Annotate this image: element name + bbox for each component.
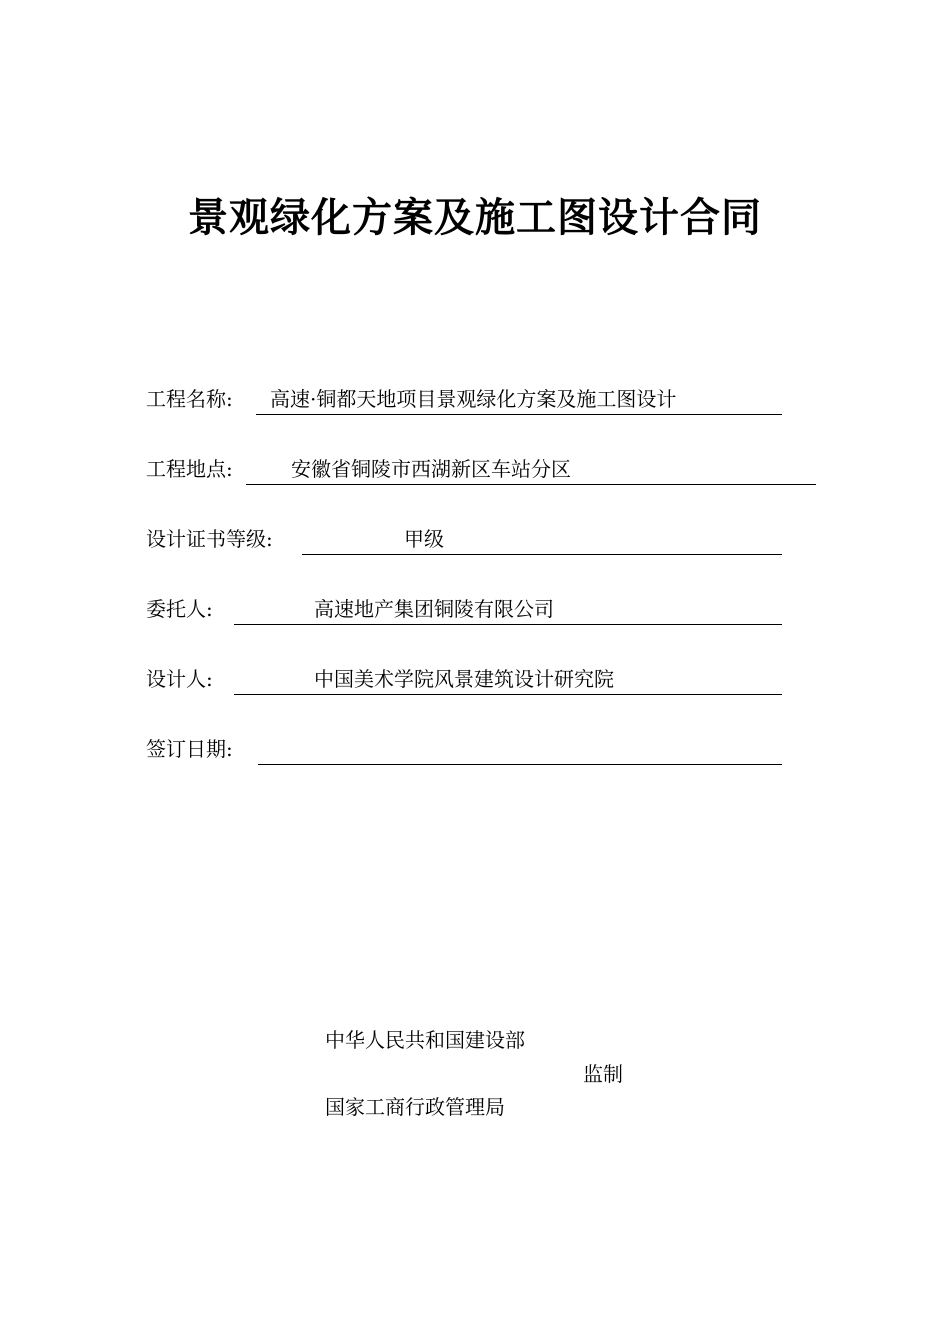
field-label: 设计人: [146,667,213,691]
field-label: 工程地点: [146,457,233,481]
document-title: 景观绿化方案及施工图设计合同 [188,195,762,241]
footer-supervision: 监制 [583,1062,623,1086]
field-value: 甲级 [404,527,444,551]
field-value: 高速地产集团铜陵有限公司 [314,597,554,621]
field-label: 签订日期: [146,737,233,761]
field-project-name [146,382,786,416]
field-label: 委托人: [146,597,213,621]
underline [246,484,816,485]
underline [302,554,782,555]
underline [234,694,782,695]
field-designer [146,662,786,696]
field-project-location [146,452,826,486]
field-label: 设计证书等级: [146,527,273,551]
field-signing-date [146,732,786,766]
footer-ministry: 中华人民共和国建设部 [325,1028,525,1052]
field-value: 安徽省铜陵市西湖新区车站分区 [291,457,571,481]
field-value: 高速·铜都天地项目景观绿化方案及施工图设计 [270,387,677,411]
footer-bureau: 国家工商行政管理局 [325,1095,505,1119]
field-value: 中国美术学院风景建筑设计研究院 [314,667,614,691]
field-label: 工程名称: [146,387,233,411]
underline [256,414,782,415]
underline [258,764,782,765]
underline [234,624,782,625]
field-certificate-grade [146,522,786,556]
field-client [146,592,786,626]
